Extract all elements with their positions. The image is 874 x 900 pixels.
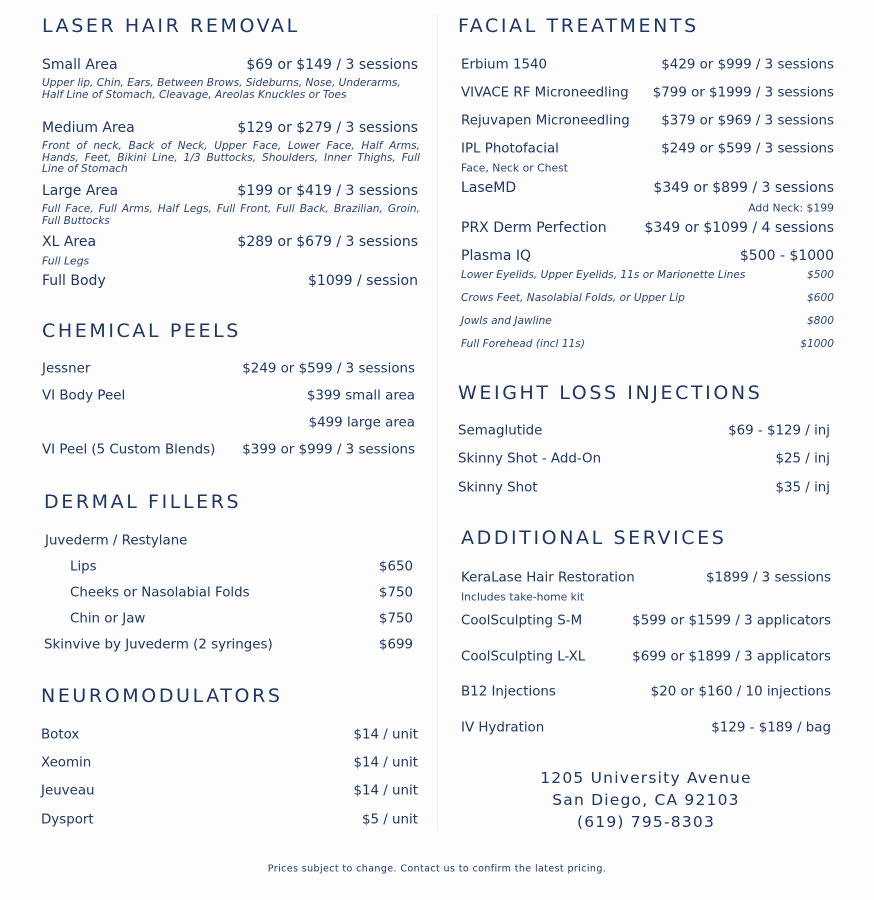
item-price: $599 or $1599 / 3 applicators xyxy=(632,613,831,629)
item-name: CoolSculpting S-M xyxy=(461,613,583,629)
address-street: 1205 University Avenue xyxy=(540,769,752,787)
item-name: Cheeks or Nasolabial Folds xyxy=(70,585,250,601)
item-name: Small Area xyxy=(42,57,118,73)
item-price: $14 / unit xyxy=(353,727,418,743)
item-description: Face, Neck or Chest xyxy=(461,161,568,175)
section-title-additional: ADDITIONAL SERVICES xyxy=(461,527,727,549)
price-row xyxy=(461,86,834,101)
section-title-laser: LASER HAIR REMOVAL xyxy=(42,15,300,37)
price-row xyxy=(42,120,418,136)
item-description: Upper lip, Chin, Ears, Between Brows, Sideburns, Nose, Underarms, Half Line of Stomach, Cleavage, Areolas Knuckles or Toes xyxy=(42,77,401,101)
item-name: Skinny Shot - Add-On xyxy=(458,451,602,467)
price-row xyxy=(41,756,418,771)
price-row xyxy=(461,571,831,586)
item-price: $14 / unit xyxy=(353,783,418,799)
item-name: Jessner xyxy=(42,361,91,377)
sub-price-row xyxy=(461,292,834,304)
price-row xyxy=(42,234,418,250)
section-title-peels: CHEMICAL PEELS xyxy=(42,320,241,342)
address-city: San Diego, CA 92103 xyxy=(552,791,740,809)
price-row xyxy=(41,728,418,743)
item-name: VI Peel (5 Custom Blends) xyxy=(42,442,216,458)
item-name: Botox xyxy=(41,727,80,743)
item-price: $129 or $279 / 3 sessions xyxy=(237,120,418,136)
item-price: $750 xyxy=(378,585,413,601)
item-price: $249 or $599 / 3 sessions xyxy=(661,141,834,157)
item-price: $35 / inj xyxy=(775,480,830,496)
item-name: Semaglutide xyxy=(458,423,543,439)
item-name: Lips xyxy=(70,559,97,575)
item-price: $25 / inj xyxy=(775,451,830,467)
item-price: $249 or $599 / 3 sessions xyxy=(242,361,415,377)
item-price: $699 or $1899 / 3 applicators xyxy=(632,649,831,665)
item-name: Xeomin xyxy=(41,755,92,771)
price-row xyxy=(461,248,834,264)
sub-name: Full Forehead (incl 11s) xyxy=(461,338,585,350)
item-price: $69 - $129 / inj xyxy=(728,423,830,439)
price-row xyxy=(461,220,834,236)
price-row xyxy=(461,685,831,700)
item-name: KeraLase Hair Restoration xyxy=(461,570,635,586)
item-description: Full Legs xyxy=(42,254,90,268)
section-title-fillers: DERMAL FILLERS xyxy=(44,491,242,513)
item-price: $399 or $999 / 3 sessions xyxy=(242,442,415,458)
section-title-weight-loss: WEIGHT LOSS INJECTIONS xyxy=(458,382,763,404)
sub-name: Jowls and Jawline xyxy=(461,315,552,327)
item-name: Dysport xyxy=(41,812,94,828)
item-price: $379 or $969 / 3 sessions xyxy=(661,113,834,129)
item-name: VIVACE RF Microneedling xyxy=(461,85,629,101)
price-row xyxy=(461,58,834,73)
item-price: $14 / unit xyxy=(353,755,418,771)
price-row xyxy=(41,784,418,799)
item-price: $289 or $679 / 3 sessions xyxy=(237,234,418,250)
price-row xyxy=(70,586,413,601)
item-price: $129 - $189 / bag xyxy=(711,720,831,736)
item-name: Chin or Jaw xyxy=(70,611,146,627)
item-price: $199 or $419 / 3 sessions xyxy=(237,183,418,199)
sub-price: $1000 xyxy=(800,338,834,350)
item-price: $399 small area xyxy=(306,388,415,404)
item-price: $20 or $160 / 10 injections xyxy=(650,684,831,700)
item-name: LaseMD xyxy=(461,180,517,196)
sub-price: $600 xyxy=(807,292,834,304)
item-name: IPL Photofacial xyxy=(461,141,559,157)
item-name: XL Area xyxy=(42,234,97,250)
sub-price-row xyxy=(461,269,834,281)
item-name: VI Body Peel xyxy=(42,388,126,404)
group-label xyxy=(45,534,187,549)
price-row xyxy=(461,650,831,665)
price-row xyxy=(42,273,418,289)
item-price: $650 xyxy=(378,559,413,575)
price-row xyxy=(70,612,413,627)
price-row xyxy=(461,614,831,629)
item-name: Full Body xyxy=(42,273,106,289)
sub-name: Crows Feet, Nasolabial Folds, or Upper Lip xyxy=(461,292,685,304)
price-row xyxy=(42,57,418,73)
item-price: $799 or $1999 / 3 sessions xyxy=(652,85,834,101)
price-row xyxy=(458,424,830,439)
item-price: $429 or $999 / 3 sessions xyxy=(661,57,834,73)
item-price: $1099 / session xyxy=(308,273,418,289)
price-row xyxy=(42,416,415,431)
item-name: PRX Derm Perfection xyxy=(461,220,607,236)
item-price: $69 or $149 / 3 sessions xyxy=(246,57,418,73)
footer-disclaimer: Prices subject to change. Contact us to confirm the latest pricing. xyxy=(267,863,607,875)
price-row xyxy=(461,114,834,129)
item-name: Plasma IQ xyxy=(461,248,532,264)
item-price: $500 - $1000 xyxy=(739,248,834,264)
item-name: IV Hydration xyxy=(461,720,545,736)
price-row xyxy=(42,362,415,377)
item-name: Skinvive by Juvederm (2 syringes) xyxy=(44,637,273,653)
item-price: $5 / unit xyxy=(361,812,418,828)
price-row xyxy=(42,443,415,458)
item-name: Skinny Shot xyxy=(458,480,538,496)
price-row xyxy=(41,813,418,828)
price-row xyxy=(461,721,831,736)
item-name: Juvederm / Restylane xyxy=(45,533,188,549)
item-note: Add Neck: $199 xyxy=(748,201,834,215)
item-description: Includes take-home kit xyxy=(461,590,585,604)
sub-price: $500 xyxy=(807,269,834,281)
item-price: $1899 / 3 sessions xyxy=(706,570,831,586)
sub-price-row xyxy=(461,338,834,350)
sub-name: Lower Eyelids, Upper Eyelids, 11s or Marionette Lines xyxy=(461,269,746,281)
price-row xyxy=(461,142,834,157)
section-title-neuromodulators: NEUROMODULATORS xyxy=(41,685,283,707)
sub-price-row xyxy=(461,315,834,327)
price-row xyxy=(458,481,830,496)
price-row xyxy=(461,180,834,196)
item-price: $750 xyxy=(378,611,413,627)
item-name: Medium Area xyxy=(42,120,135,136)
item-price: $499 large area xyxy=(308,415,415,431)
item-description: Front of neck, Back of Neck, Upper Face, Lower Face, Half Arms, Hands, Feet, Bikini Line, 1/3 Buttocks, Shoulders, Inner Thighs, Full Line of Stomach xyxy=(42,140,420,176)
price-row xyxy=(458,452,830,467)
item-description: Full Face, Full Arms, Half Legs, Full Front, Full Back, Brazilian, Groin, Full Buttocks xyxy=(42,203,420,227)
price-row xyxy=(44,638,413,653)
section-title-facial: FACIAL TREATMENTS xyxy=(458,15,699,37)
item-name: Jeuveau xyxy=(41,783,95,799)
phone-number: (619) 795-8303 xyxy=(576,813,716,831)
column-divider xyxy=(437,15,438,830)
item-price: $699 xyxy=(378,637,413,653)
price-row xyxy=(42,389,415,404)
item-name: Rejuvapen Microneedling xyxy=(461,113,630,129)
item-name: Erbium 1540 xyxy=(461,57,548,73)
item-price: $349 or $1099 / 4 sessions xyxy=(644,220,834,236)
item-price: $349 or $899 / 3 sessions xyxy=(653,180,834,196)
sub-price: $800 xyxy=(807,315,834,327)
price-row xyxy=(42,183,418,199)
item-name: Large Area xyxy=(42,183,119,199)
item-name: B12 Injections xyxy=(461,684,556,700)
price-row xyxy=(70,560,413,575)
item-name: CoolSculpting L-XL xyxy=(461,649,586,665)
